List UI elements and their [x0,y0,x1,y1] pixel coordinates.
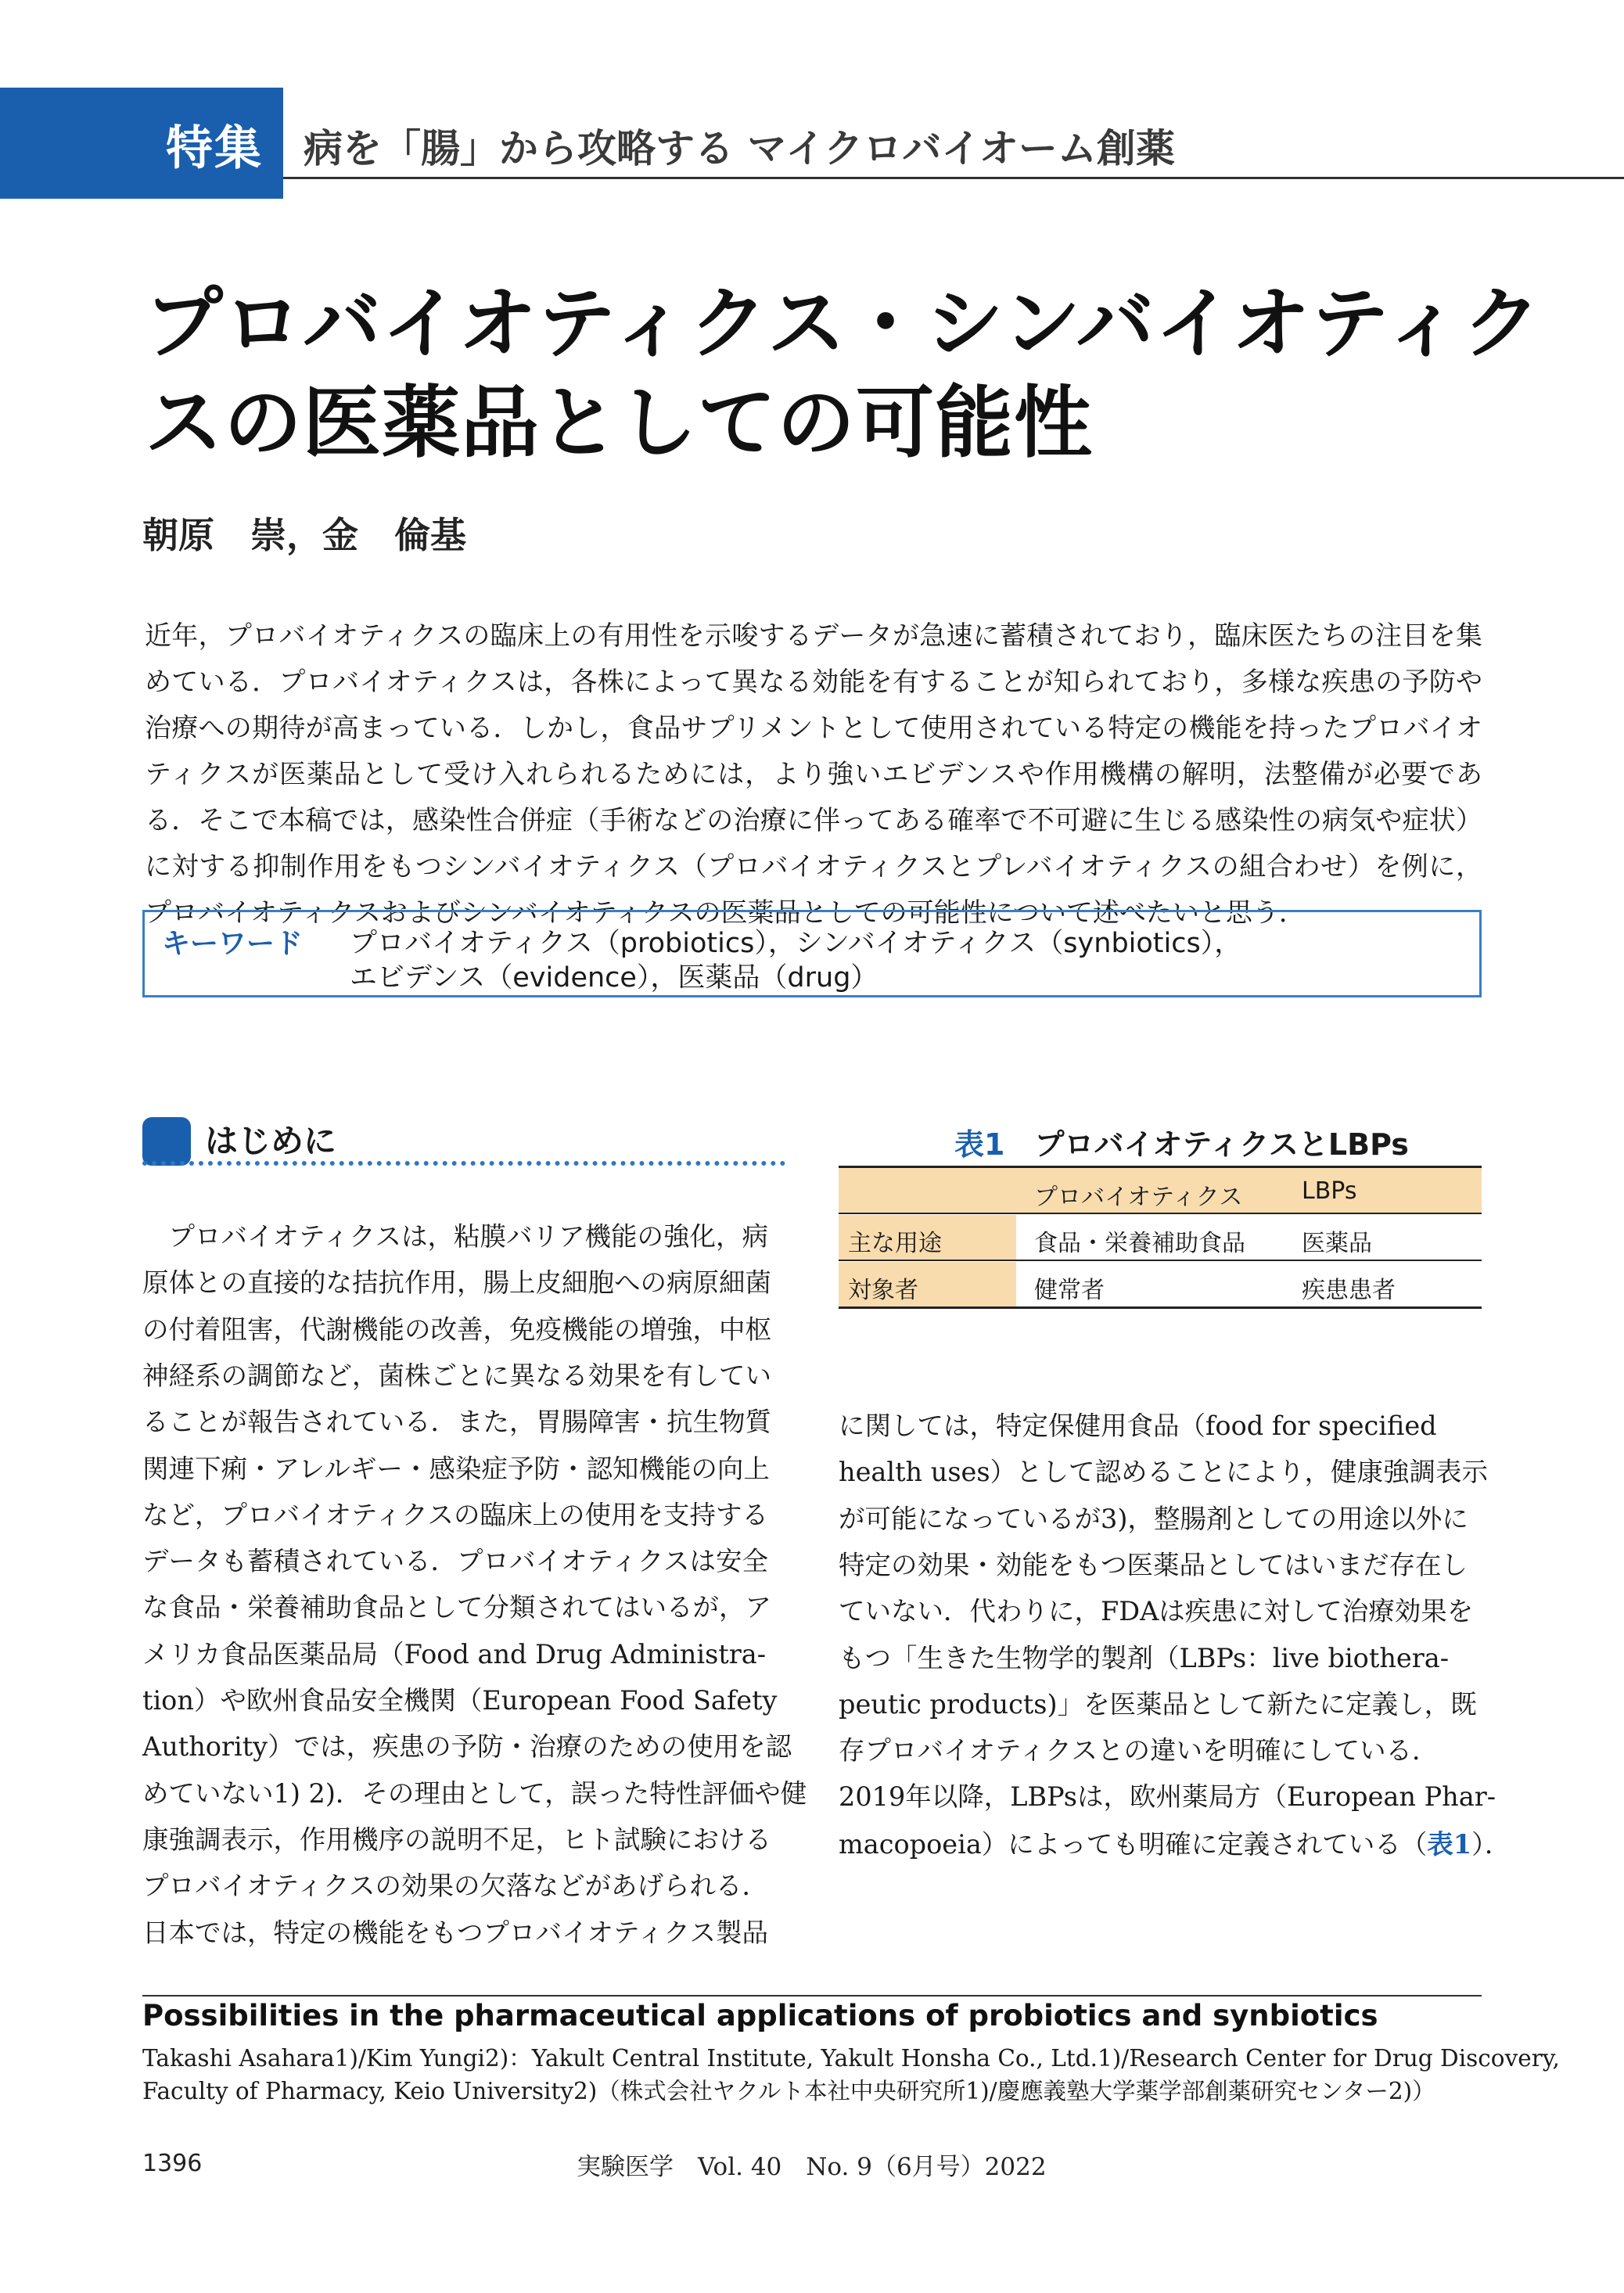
journal-info: 実験医学 Vol. 40 No. 9（6月号）2022 [577,2153,1047,2181]
article-title: プロバイオティクス・シンバイオティクスの医薬品としての可能性 [145,278,1542,469]
table-caption-number: 表1 [954,1127,1005,1162]
table-rule [839,1306,1482,1309]
body-text: macopoeia）によっても明確に定義されている（ [839,1829,1428,1860]
body-line: ることが報告されている．また，胃腸障害・抗生物質 [142,1407,771,1438]
body-line: など，プロバイオティクスの臨床上の使用を支持する [142,1499,768,1530]
section-marker-icon [142,1117,191,1166]
body-line: 原体との直接的な拮抗作用，腸上皮細胞への病原細菌 [142,1267,771,1299]
keyword-box [142,910,1482,997]
body-line: 神経系の調節など，菌株ごとに異なる効果を有してい [142,1360,771,1391]
body-line: Authority）では，疾患の予防・治療のための使用を認 [142,1731,792,1763]
section-heading: はじめに [205,1122,337,1160]
body-line: プロバイオティクスは，粘膜バリア機能の強化，病 [142,1221,768,1252]
body-line: めていない1) 2)．その理由として，誤った特性評価や健 [142,1777,807,1809]
article-authors: 朝原 崇，金 倫基 [142,514,466,556]
table-cell: 食品・栄養補助食品 [1034,1230,1245,1257]
table-row-label: 対象者 [848,1277,918,1304]
body-line: 康強調表示，作用機序の説明不足，ヒト試験における [142,1824,771,1855]
body-line: tion）や欧州食品安全機関（European Food Safety [142,1685,778,1716]
table-row-label: 主な用途 [848,1230,942,1257]
affiliation-line: Takashi Asahara1)/Kim Yungi2)：Yakult Central Institute, Yakult Honsha Co., Ltd.1)/Research Center for Drug Discovery, [142,2045,1560,2072]
body-line: peutic products)」を医薬品として新たに定義し，既 [839,1688,1477,1720]
header-rule [283,177,1624,179]
body-line: な食品・栄養補助食品として分類されてはいるが，ア [142,1592,771,1623]
body-line: メリカ食品医薬品局（Food and Drug Administra- [142,1638,767,1669]
table-caption [954,1120,1409,1163]
table-rule [839,1213,1482,1214]
table-header-cell: プロバイオティクス [1034,1184,1243,1211]
body-line: 関連下痢・アレルギー・感染症予防・認知機能の向上 [142,1453,770,1484]
body-text: ）． [1471,1829,1511,1860]
table-header-cell: LBPs [1302,1177,1357,1205]
feature-subtitle: 病を「腸」から攻略する マイクロバイオーム創薬 [304,126,1175,171]
affiliation-line: Faculty of Pharmacy, Keio University2)（株式会社ヤクルト本社中央研究所1)/慶應義塾大学薬学部創薬研究センター2)） [142,2078,1435,2104]
body-line: ていない．代わりに，FDAは疾患に対して治療効果を [839,1596,1474,1627]
body-line: もつ「生きた生物学的製剤（LBPs：live biothera- [839,1642,1450,1673]
table-caption-text: プロバイオティクスとLBPs [1034,1127,1409,1162]
keyword-list-line: エビデンス（evidence），医薬品（drug） [350,962,878,994]
body-line: プロバイオティクスの効果の欠落などがあげられる． [142,1871,768,1902]
table-rule [839,1260,1482,1261]
table-cell: 医薬品 [1302,1230,1372,1257]
section-divider [142,1161,785,1166]
body-line: の付着阻害，代謝機能の改善，免疫機能の増強，中枢 [142,1314,771,1345]
body-line: データも蓄積されている．プロバイオティクスは安全 [142,1546,768,1577]
body-line [839,1823,1511,1861]
body-line: 特定の効果・効能をもつ医薬品としてはいまだ存在し [839,1549,1468,1580]
keyword-label: キーワード [162,928,304,960]
body-line: health uses）として認めることにより，健康強調表示 [839,1457,1489,1488]
table-reference-link[interactable]: 表1 [1427,1829,1472,1860]
table-cell: 健常者 [1034,1277,1105,1304]
english-title: Possibilities in the pharmaceutical applications of probiotics and synbiotics [142,1999,1378,2032]
feature-tag [0,88,283,199]
body-line: が可能になっているが3)，整腸剤としての用途以外に [839,1503,1468,1534]
keyword-list-line: プロバイオティクス（probiotics），シンバイオティクス（synbiotics）， [350,928,1242,959]
table-cell: 疾患患者 [1302,1277,1396,1304]
footer-rule [142,1995,1482,1996]
page-number: 1396 [142,2150,203,2177]
abstract: 近年，プロバイオティクスの臨床上の有用性を示唆するデータが急速に蓄積されており，臨床医たちの注目を集めている．プロバイオティクスは，各株によって異なる効能を有することが知られており，多様な疾患の予防や治療への期待が高まっている．しかし，食品サプリメントとして使用されている特定の機能を持ったプロバイオティクスが医薬品として受け入れられるためには，より強いエビデンスや作用機構の解明，法整備が必要である．そこで本稿では，感染性合併症（手術などの治療に伴ってある確率で不可避に生じる感染性の病気や症状）に対する抑制作用をもつシンバイオティクス（プロバイオティクスとプレバイオティクスの組合わせ）を例に，プロバイオティクスおよびシンバイオティクスの医薬品としての可能性について述べたいと思う． [145,620,1482,929]
body-line: 日本では，特定の機能をもつプロバイオティクス製品 [142,1917,768,1948]
body-line: に関しては，特定保健用食品（food for specified [839,1411,1437,1441]
body-line: 存プロバイオティクスとの違いを明確にしている． [839,1735,1439,1766]
feature-tag-label: 特集 [166,121,263,176]
body-line: 2019年以降，LBPsは，欧州薬局方（European Phar- [839,1781,1496,1813]
